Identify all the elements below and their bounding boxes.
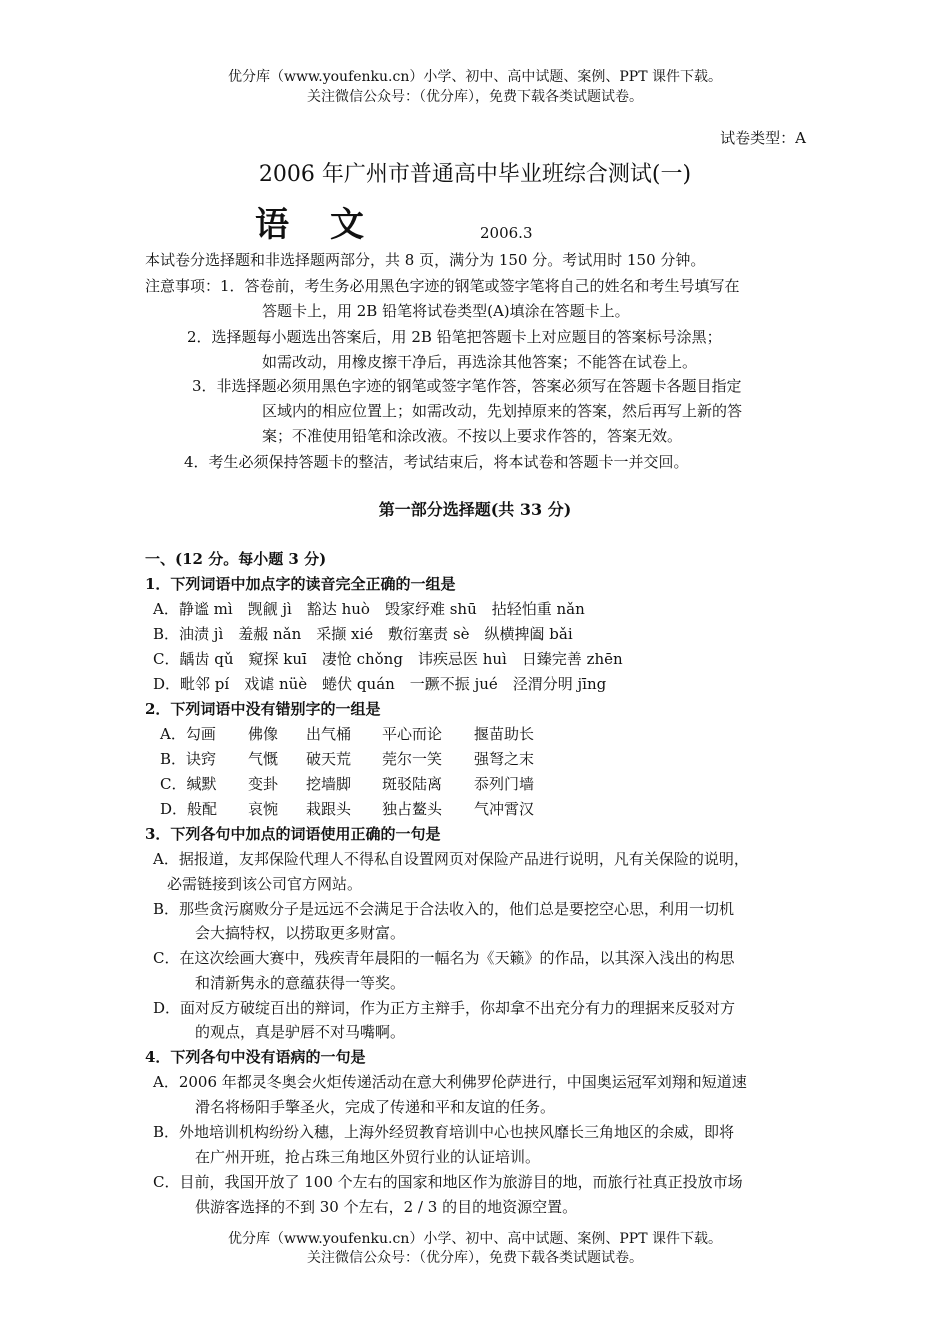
q2-a-w1: A．勾画 bbox=[160, 725, 216, 743]
q2-d-w2: 哀惋 bbox=[248, 800, 279, 818]
exam-title: 2006 年广州市普通高中毕业班综合测试(一) bbox=[258, 162, 692, 187]
section1-heading: 一、(12 分。每小题 3 分) bbox=[145, 550, 327, 568]
watermark-top-line1: 优分库（www.youfenku.cn）小学、初中、高中试题、案例、PPT 课件下载。 bbox=[227, 69, 722, 85]
q2-option-c bbox=[160, 774, 534, 794]
subject-char-2: 文 bbox=[330, 205, 366, 245]
notice-4: 4．考生必须保持答题卡的整洁，考试结束后，将本试卷和答题卡一并交回。 bbox=[184, 453, 689, 471]
watermark-bottom-line1: 优分库（www.youfenku.cn）小学、初中、高中试题、案例、PPT 课件下载。 bbox=[227, 1231, 722, 1247]
q3-option-b-line1: B．那些贪污腐败分子是远远不会满足于合法收入的，他们总是要挖空心思，利用一切机 bbox=[153, 900, 735, 918]
q4-option-c-line1: C．目前，我国开放了 100 个左右的国家和地区作为旅游目的地，而旅行社真正投放市场 bbox=[153, 1173, 743, 1191]
q2-option-b bbox=[160, 749, 534, 769]
notice-1-cont: 答题卡上，用 2B 铅笔将试卷类型(A)填涂在答题卡上。 bbox=[262, 302, 630, 320]
q1-stem: 1．下列词语中加点字的读音完全正确的一组是 bbox=[145, 575, 456, 593]
notice-2-cont: 如需改动，用橡皮擦干净后，再选涂其他答案；不能答在试卷上。 bbox=[262, 353, 698, 371]
exam-date: 2006.3 bbox=[480, 224, 533, 242]
q1-option-b: B．油渍 jì 羞赧 nǎn 采撷 xié 敷衍塞责 sè 纵横捭阖 bǎi bbox=[153, 625, 573, 643]
notice-3-cont2: 案；不准使用铅笔和涂改液。不按以上要求作答的，答案无效。 bbox=[262, 427, 683, 445]
watermark-top-line2: 关注微信公众号：（优分库），免费下载各类试题试卷。 bbox=[307, 89, 643, 105]
q2-c-w4: 斑驳陆离 bbox=[382, 775, 443, 793]
q3-option-d-line2: 的观点，真是驴唇不对马嘴啊。 bbox=[195, 1023, 406, 1041]
q3-option-c-line2: 和清新隽永的意蕴获得一等奖。 bbox=[195, 974, 406, 992]
q2-b-w3: 破天荒 bbox=[306, 750, 352, 768]
q2-d-w1: D．般配 bbox=[160, 800, 218, 818]
q2-option-a bbox=[160, 724, 534, 744]
notice-3: 3．非选择题必须用黑色字迹的钢笔或签字笔作答，答案必须写在答题卡各题目指定 bbox=[192, 377, 742, 395]
q2-option-d bbox=[160, 799, 534, 819]
intro-line: 本试卷分选择题和非选择题两部分，共 8 页，满分为 150 分。考试用时 150 分钟。 bbox=[145, 251, 706, 269]
q2-c-w5: 忝列门墙 bbox=[474, 775, 535, 793]
q2-c-w3: 挖墙脚 bbox=[306, 775, 352, 793]
notice-3-cont1: 区域内的相应位置上；如需改动，先划掉原来的答案，然后再写上新的答 bbox=[262, 402, 743, 420]
notice-1: 注意事项：1．答卷前，考生务必用黑色字迹的钢笔或签字笔将自己的姓名和考生号填写在 bbox=[145, 277, 740, 295]
q4-option-c-line2: 供游客选择的不到 30 个左右，2 / 3 的目的地资源空置。 bbox=[195, 1198, 578, 1216]
paper-type: 试卷类型：A bbox=[720, 129, 806, 147]
q2-a-w5: 揠苗助长 bbox=[474, 725, 535, 743]
q2-a-w2: 佛像 bbox=[248, 725, 279, 743]
q1-option-a: A．静谧 mì 觊觎 jì 豁达 huò 毁家纾难 shū 拈轻怕重 nǎn bbox=[153, 600, 585, 618]
q3-stem: 3．下列各句中加点的词语使用正确的一句是 bbox=[145, 825, 441, 843]
q2-stem: 2．下列词语中没有错别字的一组是 bbox=[145, 700, 381, 718]
q3-option-b-line2: 会大搞特权，以捞取更多财富。 bbox=[195, 924, 406, 942]
notice-2: 2．选择题每小题选出答案后，用 2B 铅笔把答题卡上对应题目的答案标号涂黑； bbox=[187, 328, 722, 346]
q2-b-w4: 莞尔一笑 bbox=[382, 750, 443, 768]
q2-d-w5: 气冲霄汉 bbox=[474, 800, 535, 818]
q1-option-d: D．毗邻 pí 戏谑 nüè 蜷伏 quán 一蹶不振 jué 泾渭分明 jīng bbox=[153, 675, 607, 693]
q4-option-b-line1: B．外地培训机构纷纷入穗，上海外经贸教育培训中心也挟风靡长三角地区的余威，即将 bbox=[153, 1123, 735, 1141]
q2-c-w2: 变卦 bbox=[248, 775, 279, 793]
q2-b-w5: 强弩之末 bbox=[474, 750, 535, 768]
q4-option-b-line2: 在广州开班，抢占珠三角地区外贸行业的认证培训。 bbox=[195, 1148, 541, 1166]
q1-option-c: C．龋齿 qǔ 窥探 kuī 凄怆 chǒng 讳疾忌医 huì 日臻完善 zhēn bbox=[153, 650, 623, 668]
q4-option-a-line1: A．2006 年都灵冬奥会火炬传递活动在意大利佛罗伦萨进行，中国奥运冠军刘翔和短道速 bbox=[153, 1073, 747, 1091]
q3-option-a-line2: 必需链接到该公司官方网站。 bbox=[167, 875, 363, 893]
q2-d-w3: 栽跟头 bbox=[306, 800, 352, 818]
q2-d-w4: 独占鳌头 bbox=[382, 800, 443, 818]
part1-heading: 第一部分选择题(共 33 分) bbox=[378, 500, 572, 519]
q2-b-w1: B．诀窍 bbox=[160, 750, 217, 768]
q2-b-w2: 气慨 bbox=[248, 750, 279, 768]
q4-stem: 4．下列各句中没有语病的一句是 bbox=[145, 1048, 366, 1066]
q2-c-w1: C．缄默 bbox=[160, 775, 217, 793]
q3-option-c-line1: C．在这次绘画大赛中，残疾青年晨阳的一幅名为《天籁》的作品，以其深入浅出的构思 bbox=[153, 949, 735, 967]
q2-a-w3: 出气桶 bbox=[306, 725, 352, 743]
q2-a-w4: 平心而论 bbox=[382, 725, 443, 743]
watermark-bottom-line2: 关注微信公众号：（优分库），免费下载各类试题试卷。 bbox=[307, 1250, 643, 1266]
q4-option-a-line2: 滑名将杨阳手擎圣火，完成了传递和平和友谊的任务。 bbox=[195, 1098, 556, 1116]
q3-option-d-line1: D．面对反方破绽百出的辩词，作为正方主辩手，你却拿不出充分有力的理据来反驳对方 bbox=[153, 999, 736, 1017]
q3-option-a-line1: A．据报道，友邦保险代理人不得私自设置网页对保险产品进行说明，凡有关保险的说明， bbox=[153, 850, 749, 868]
subject-char-1: 语 bbox=[255, 205, 291, 245]
